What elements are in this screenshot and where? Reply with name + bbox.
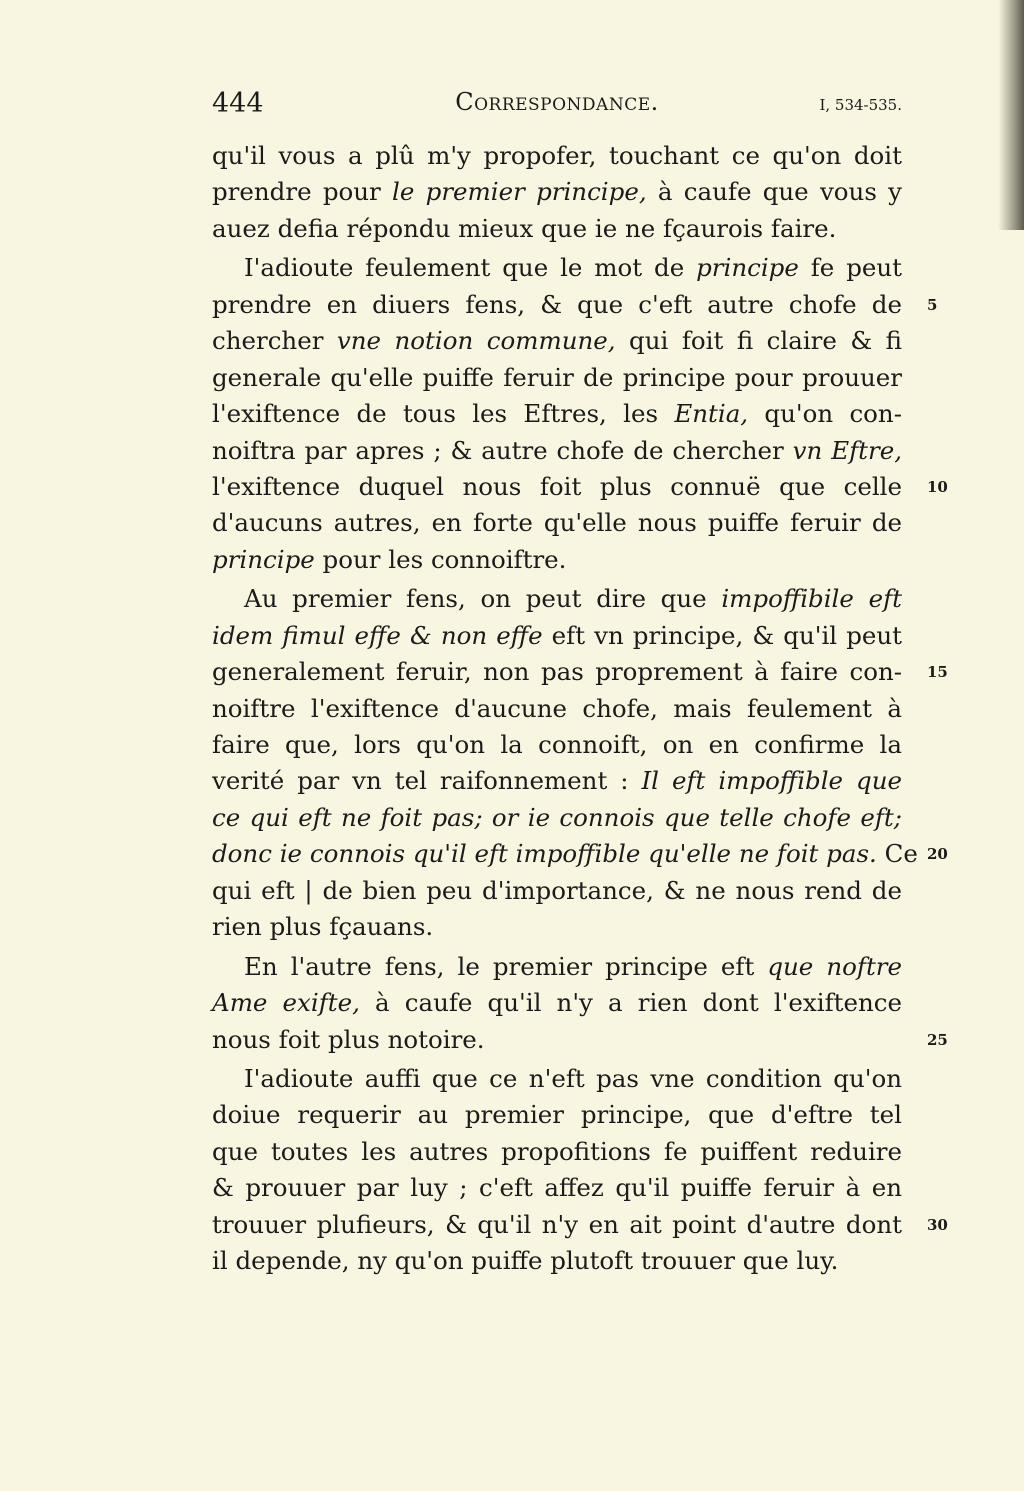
text-line [212, 1097, 902, 1133]
text-line [212, 836, 948, 872]
text-line [212, 1134, 902, 1170]
text-line [212, 360, 902, 396]
text-line [212, 1170, 902, 1206]
text-segment: à caufe que vous y [646, 177, 902, 207]
italic-text: Il eft impoffible que [641, 766, 902, 796]
text-segment: qu'il vous a plû m'y propofer, touchant ce qu'on doit [212, 141, 902, 170]
text-line [212, 1243, 902, 1279]
text-segment: l'exiftence de tous les Eftres, les [212, 399, 675, 429]
text-line [212, 211, 902, 247]
text-segment: trouuer plufieurs, & qu'il n'y en ait point d'autre dont [212, 1209, 902, 1239]
volume-reference: I, 534-535. [819, 96, 902, 114]
text-line [212, 618, 902, 654]
text-segment: generalement feruir, non pas proprement à faire con- [212, 657, 902, 687]
text-segment: l'exiftence duquel nous foit plus connuë que celle [212, 471, 902, 501]
italic-text: vne notion commune, [336, 326, 616, 356]
line-number: 15 [927, 663, 948, 682]
text-segment: rien plus fçauans. [212, 912, 434, 942]
italic-text: principe [696, 253, 799, 283]
italic-text: donc ie connois qu'il eft impoffible qu'elle ne foit pas. [212, 839, 877, 869]
text-segment: En l'autre fens, le premier principe eft [244, 951, 768, 981]
text-line [212, 138, 902, 174]
text-segment: fe peut [798, 253, 902, 283]
text-segment: à caufe qu'il n'y a rien dont l'exiftence [359, 988, 902, 1018]
line-number: 5 [927, 295, 938, 314]
text-segment: prendre pour [212, 177, 393, 207]
text-segment: Ce [876, 839, 918, 869]
italic-text: impoffibile eft [721, 584, 902, 614]
italic-text: Entia, [674, 399, 749, 429]
text-line [212, 323, 902, 359]
text-line [212, 909, 902, 945]
text-segment: & prouuer par luy ; c'eft affez qu'il puiffe feruir à en [212, 1173, 902, 1203]
text-line [212, 581, 902, 617]
text-segment: noiftra par apres ; & autre chofe de chercher [212, 435, 793, 465]
body-text [212, 138, 948, 1280]
text-segment: prendre en diuers fens, & que c'eft autre chofe de [212, 289, 902, 319]
italic-text: que noftre [767, 951, 902, 981]
text-line [212, 1022, 948, 1058]
text-line [212, 1061, 902, 1097]
italic-text: ce qui eft ne foit pas; or ie connois que telle chofe eft; [212, 802, 902, 832]
text-segment: doiue requerir au premier principe, que d'eftre tel [212, 1100, 902, 1130]
page-header [212, 86, 902, 126]
text-line [212, 542, 902, 578]
text-line [212, 691, 902, 727]
text-segment: qui foit fi claire & fi [615, 326, 902, 356]
line-number: 25 [927, 1030, 948, 1049]
text-segment: Au premier fens, on peut dire que [244, 584, 722, 614]
text-line [212, 800, 902, 836]
text-segment: noiftre l'exiftence d'aucune chofe, mais feulement à [212, 693, 902, 723]
text-line [212, 396, 902, 432]
text-segment: il depende, ny qu'on puiffe plutoft trouuer que luy. [212, 1246, 839, 1276]
italic-text: principe [212, 544, 315, 574]
text-segment: faire que, lors qu'on la connoift, on en confirme la [212, 730, 902, 759]
running-title: Correspondance. [455, 88, 659, 116]
text-line [212, 433, 902, 469]
text-segment: d'aucuns autres, en forte qu'elle nous puiffe feruir de [212, 508, 902, 538]
text-line [212, 873, 902, 909]
text-segment: I'adioute feulement que le mot de [244, 253, 697, 283]
text-line [212, 287, 938, 323]
text-line [212, 949, 902, 985]
text-segment: que toutes les autres propofitions fe puiffent reduire [212, 1136, 902, 1166]
text-line [212, 250, 902, 286]
text-line [212, 727, 902, 763]
text-line [212, 469, 948, 505]
line-number: 10 [927, 477, 948, 496]
text-line [212, 174, 902, 210]
italic-text: le premier principe, [392, 177, 647, 207]
text-segment: generale qu'elle puiffe feruir de principe pour prouuer [212, 362, 902, 392]
italic-text: vn Eftre, [792, 435, 902, 465]
text-segment: I'adioute auffi que ce n'eft pas vne condition qu'on [244, 1063, 902, 1093]
text-segment: pour les connoiftre. [314, 544, 567, 574]
line-number: 30 [927, 1215, 948, 1234]
text-line [212, 505, 902, 541]
text-segment: eft vn principe, & qu'il peut [542, 620, 902, 650]
text-line [212, 985, 902, 1021]
text-segment: verité par vn tel raifonnement : [212, 766, 642, 796]
italic-text: idem fimul effe & non effe [212, 620, 543, 650]
text-segment: chercher [212, 326, 337, 356]
page-number: 444 [212, 88, 264, 119]
text-line [212, 1207, 948, 1243]
text-segment: qu'on con- [748, 399, 902, 429]
page-edge-shadow [998, 0, 1024, 230]
italic-text: Ame exifte, [212, 988, 360, 1018]
text-segment: auez defia répondu mieux que ie ne fçaurois faire. [212, 213, 837, 243]
text-line [212, 654, 948, 690]
text-segment: qui eft | de bien peu d'importance, & ne nous rend de [212, 875, 902, 905]
text-segment: nous foit plus notoire. [212, 1024, 485, 1054]
text-line [212, 763, 902, 799]
line-number: 20 [927, 845, 948, 864]
